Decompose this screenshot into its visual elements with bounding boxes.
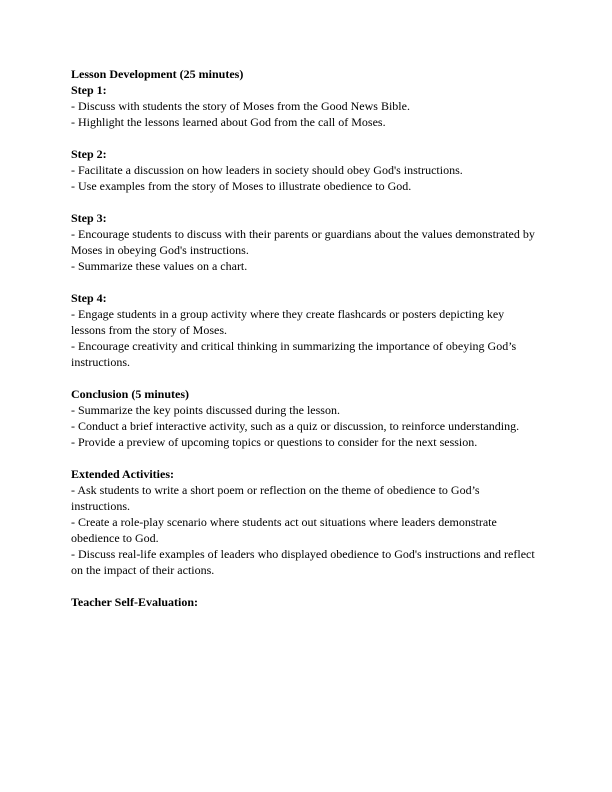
bullet-line: - Conduct a brief interactive activity, such as a quiz or discussion, to reinforce understanding.	[71, 419, 520, 433]
bullet-line: - Create a role-play scenario where students act out situations where leaders demonstrate obedience to God.	[71, 515, 497, 545]
section-step-4	[71, 290, 541, 370]
step-heading: Step 2:	[71, 147, 107, 161]
bullet-line: - Facilitate a discussion on how leaders in society should obey God's instructions.	[71, 163, 463, 177]
step-heading: Step 3:	[71, 211, 107, 225]
bullet-line: - Encourage students to discuss with their parents or guardians about the values demonstrated by Moses in obeying God's instructions.	[71, 227, 535, 257]
step-heading: Step 4:	[71, 291, 107, 305]
section-conclusion	[71, 386, 541, 450]
bullet-line: - Encourage creativity and critical thinking in summarizing the importance of obeying God’s instructions.	[71, 339, 517, 369]
section-heading: Conclusion (5 minutes)	[71, 387, 190, 401]
bullet-line: - Ask students to write a short poem or reflection on the theme of obedience to God’s instructions.	[71, 483, 480, 513]
bullet-line: - Summarize these values on a chart.	[71, 259, 248, 273]
bullet-line: - Use examples from the story of Moses to illustrate obedience to God.	[71, 179, 412, 193]
section-heading: Extended Activities:	[71, 467, 174, 481]
section-extended-activities	[71, 466, 541, 578]
bullet-line: - Provide a preview of upcoming topics or questions to consider for the next session.	[71, 435, 478, 449]
section-heading: Lesson Development (25 minutes)	[71, 67, 244, 81]
section-teacher-self-evaluation	[71, 594, 541, 610]
step-heading: Step 1:	[71, 83, 107, 97]
bullet-line: - Discuss real-life examples of leaders who displayed obedience to God's instructions and reflect on the impact of their actions.	[71, 547, 535, 577]
section-step-3	[71, 210, 541, 274]
bullet-line: - Highlight the lessons learned about God from the call of Moses.	[71, 115, 386, 129]
bullet-line: - Summarize the key points discussed during the lesson.	[71, 403, 340, 417]
section-step-2	[71, 146, 541, 194]
section-heading: Teacher Self-Evaluation:	[71, 595, 199, 609]
document-content	[71, 66, 541, 610]
bullet-line: - Engage students in a group activity where they create flashcards or posters depicting key lessons from the story of Moses.	[71, 307, 505, 337]
section-lesson-development	[71, 66, 541, 130]
bullet-line: - Discuss with students the story of Moses from the Good News Bible.	[71, 99, 410, 113]
